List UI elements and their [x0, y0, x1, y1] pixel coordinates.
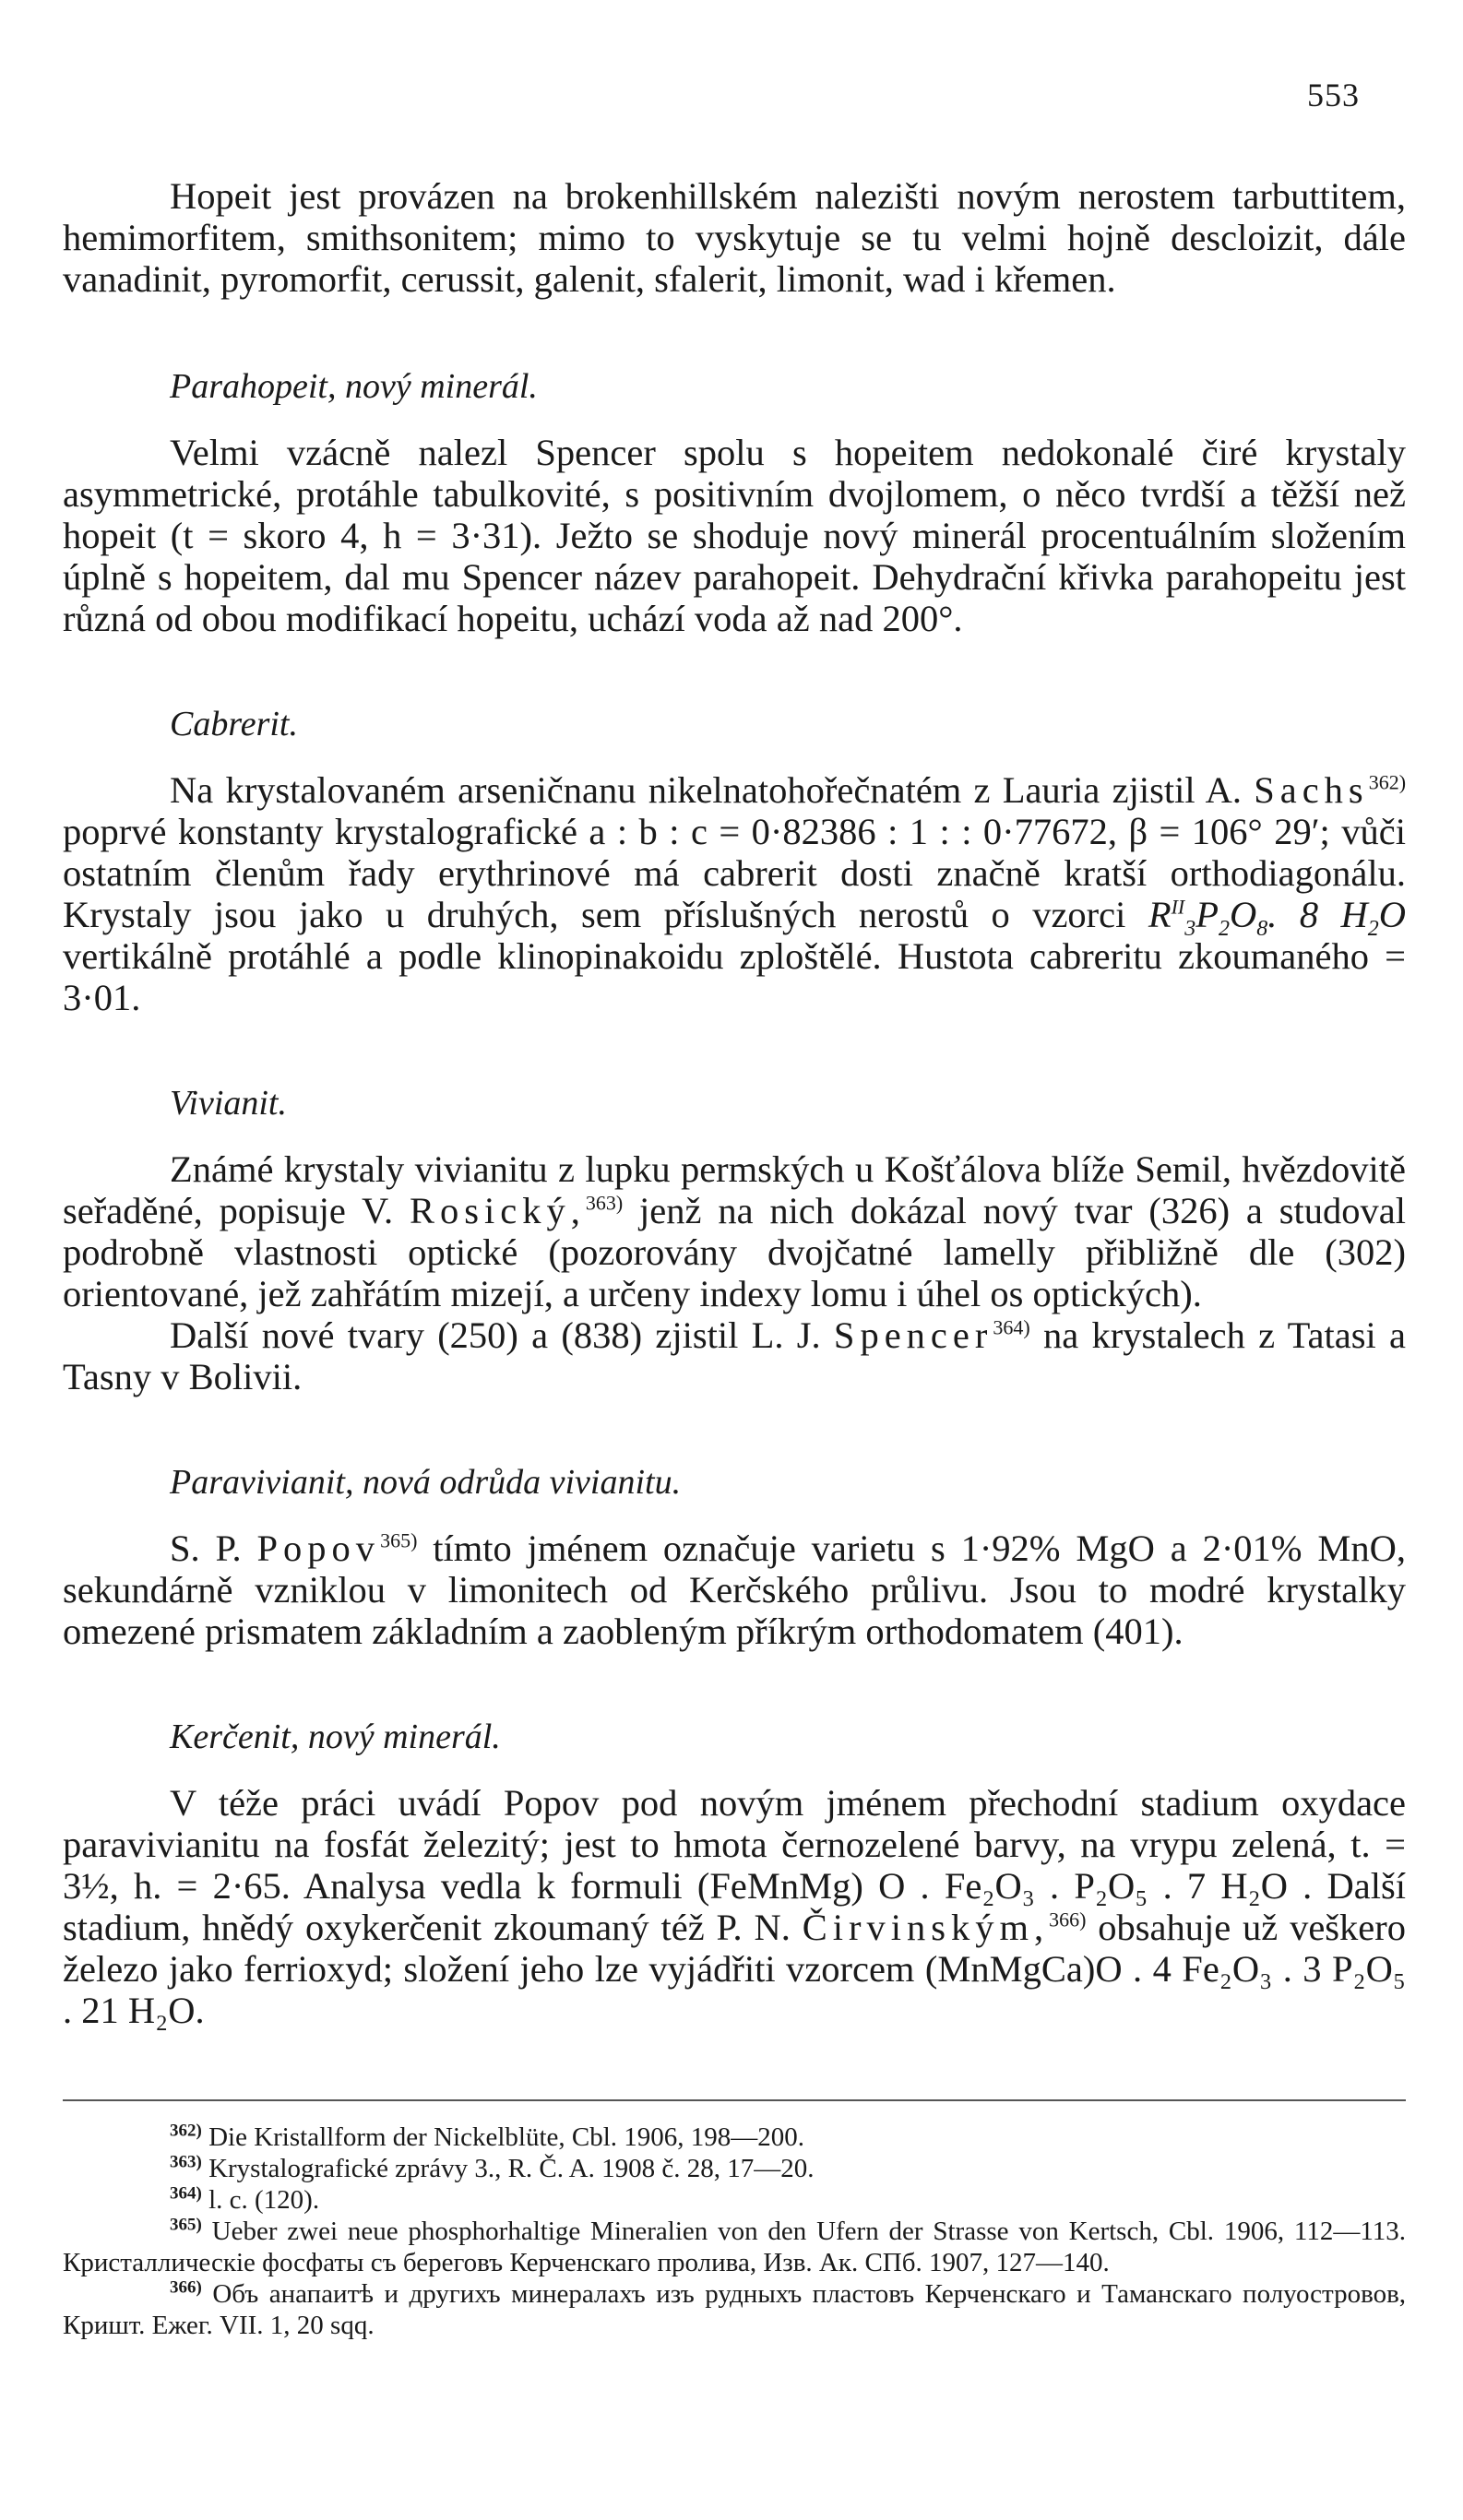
vivianit-text-c: Další nové tvary (250) a (838) zjistil L. J.	[170, 1314, 821, 1356]
cabrerit-footnote-ref: 362)	[1368, 770, 1407, 794]
vivianit-text-a: Známé krystaly vivianitu z lupku permských u Košťálova blíže Semil, hvězdovitě seřaděné, popisuje V.	[63, 1148, 1406, 1231]
vivianit-text-b: jenž na nich dokázal nový tvar (326) a studoval podrobně vlastnosti optické (pozorovány dvojčatné lamelly přibližně dle (302) orientované, jež zahřátím mizejí, a určeny indexy lomu i úhel os optických).	[63, 1190, 1406, 1314]
paravivianit-heading: Paravivianit, nová odrůda vivianitu.	[170, 1463, 682, 1502]
parahopeit-heading: Parahopeit, nový minerál.	[170, 367, 538, 406]
page-number: 553	[1307, 77, 1360, 113]
footnote-text: Krystalografické zprávy 3., R. Č. A. 1908 č. 28, 17—20.	[208, 2154, 815, 2183]
paravivianit-paragraph	[63, 1527, 1406, 1652]
footnote-number: 363)	[170, 2152, 202, 2172]
vivianit-text-d: na krystalech z Tatasi a Tasny v Bolivii.	[63, 1314, 1406, 1397]
vivianit-heading: Vivianit.	[170, 1084, 287, 1123]
footnote	[63, 2153, 1406, 2184]
footnote	[63, 2216, 1406, 2278]
kercenit-heading: Kerčenit, nový minerál.	[170, 1718, 501, 1756]
footnote-number: 366)	[170, 2277, 202, 2298]
kercenit-author: Čirvinským,	[802, 1907, 1050, 1948]
cabrerit-text-a: Na krystalovaném arseničnanu nikelnatohořečnatém z Lauria zjistil A.	[170, 769, 1242, 811]
cabrerit-text-c: vertikálně protáhlé a podle klinopinakoidu zploštělé. Hustota cabreritu zkoumaného = 3·01.	[63, 935, 1406, 1018]
footnote-text: Ueber zwei neue phosphorhaltige Mineralien von den Ufern der Strasse von Kertsch, Cbl. 1906, 112—113. Кристаллическіе фосфаты съ береговъ Керченскаго пролива, Изв. Ак. СПб. 1907, 127—140.	[63, 2217, 1406, 2277]
paravivianit-text-b: tímto jménem označuje varietu s 1·92% MgO a 2·01% MnO, sekundárně vzniklou v limonitech od Kerčského průlivu. Jsou to modré krystalky omezené prismatem základním a zaobleným příkrým orthodomatem (401).	[63, 1527, 1407, 1652]
kercenit-paragraph	[63, 1782, 1406, 2031]
vivianit-paragraph	[63, 1148, 1406, 1314]
cabrerit-text-b: poprvé konstanty krystalografické a : b : c = 0·82386 : 1 : : 0·77672, β = 106° 29′; vůči ostatním členům řady erythrinové má cabrerit dosti značně kratší orthodiagonálu. Krystaly jsou jako u druhých, sem příslušných nerostů o vzorci	[63, 811, 1406, 935]
paravivianit-author: Popov	[256, 1527, 381, 1569]
cabrerit-paragraph	[63, 769, 1406, 1018]
footnote-divider	[63, 2099, 1406, 2101]
cabrerit-formula: $R^{II}_3P_2O_8$. 8 $H_2O$	[1148, 894, 1407, 942]
footnotes	[63, 2122, 1406, 2341]
paravivianit-text-a: S. P.	[170, 1527, 242, 1569]
footnote	[63, 2184, 1406, 2216]
paravivianit-footnote-ref: 365)	[380, 1528, 418, 1552]
vivianit-paragraph-2	[63, 1314, 1406, 1397]
footnote-text: Объ анапаитѣ и другихъ минералахъ изъ рудныхъ пластовъ Керченскаго и Таманскаго полуостровов, Кришт. Ежег. VII. 1, 20 sqq.	[63, 2279, 1407, 2340]
vivianit-author: Rosický,	[409, 1190, 586, 1231]
footnote-number: 365)	[170, 2215, 202, 2235]
vivianit-footnote-ref: 363)	[585, 1191, 624, 1215]
vivianit-footnote-ref-2: 364)	[993, 1315, 1030, 1339]
footnote-number: 364)	[170, 2183, 202, 2204]
parahopeit-paragraph: Velmi vzácně nalezl Spencer spolu s hopeitem nedokonalé čiré krystaly asymmetrické, protáhle tabulkovité, s positivním dvojlomem, o něco tvrdší a těžší než hopeit (t = skoro 4, h = 3·31). Ježto se shoduje nový minerál procentuálním složením úplně s hopeitem, dal mu Spencer název parahopeit. Dehydrační křivka parahopeitu jest různá od obou modifikací hopeitu, uchází voda až nad 200°.	[63, 432, 1406, 639]
kercenit-text-b: obsahuje už veškero železo jako ferrioxyd; složení jeho lze vyjádřiti vzorcem (MnMgCa)O . 4 Fe₂O₃ . 3 P₂O₅ . 21 H₂O.	[63, 1907, 1407, 2031]
cabrerit-author: Sachs	[1254, 769, 1369, 811]
vivianit-author-2: Spencer	[833, 1314, 993, 1356]
kercenit-footnote-ref: 366)	[1049, 1908, 1087, 1932]
kercenit-text-a: V téže práci uvádí Popov pod novým jménem přechodní stadium oxydace paravivianitu na fosfát železitý; jest to hmota černozelené barvy, na vrypu zelená, t. = 3½, h. = 2·65. Analysa vedla k formuli (FeMnMg) O . Fe₂O₃ . P₂O₅ . 7 H₂O . Další stadium, hnědý oxykerčenit zkoumaný též P. N.	[63, 1782, 1406, 1948]
footnote-text: Die Kristallform der Nickelblüte, Cbl. 1906, 198—200.	[208, 2122, 805, 2152]
main-text	[63, 175, 1406, 2031]
footnote	[63, 2122, 1406, 2153]
footnote	[63, 2278, 1406, 2341]
cabrerit-heading: Cabrerit.	[170, 705, 298, 743]
hopeit-paragraph: Hopeit jest provázen na brokenhillském nalezišti novým nerostem tarbuttitem, hemimorfitem, smithsonitem; mimo to vyskytuje se tu velmi hojně descloizit, dále vanadinit, pyromorfit, cerussit, galenit, sfalerit, limonit, wad i křemen.	[63, 175, 1406, 300]
footnote-number: 362)	[170, 2121, 202, 2141]
footnote-text: l. c. (120).	[208, 2185, 320, 2215]
